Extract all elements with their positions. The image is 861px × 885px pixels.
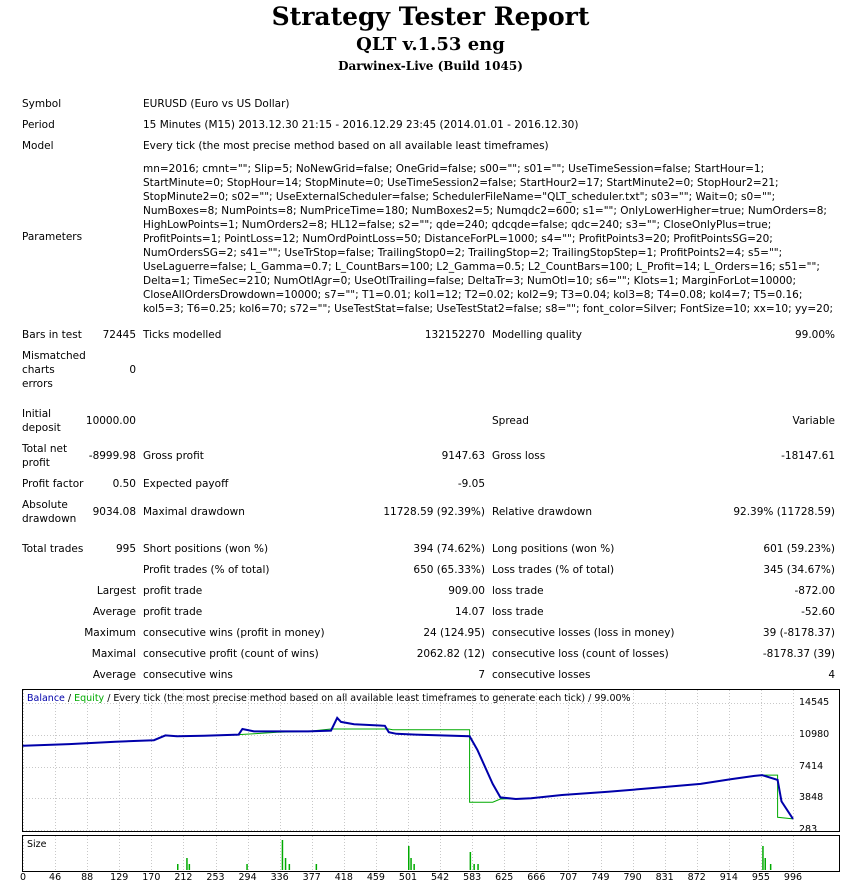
parameters-label: Parameters xyxy=(22,231,83,243)
long-label: Long positions (won %) xyxy=(492,543,615,555)
symbol-value: EURUSD (Euro vs US Dollar) xyxy=(143,98,290,110)
mismatch-label-1: Mismatched xyxy=(22,350,86,362)
balance-equity-chart xyxy=(22,689,840,835)
x-tick-label: 0 xyxy=(19,872,27,883)
payoff-value: -9.05 xyxy=(457,478,485,490)
x-tick-label: 253 xyxy=(206,872,225,883)
size-bar xyxy=(410,858,412,870)
legend-description: / Every tick (the most precise method based on all available least timeframes to generate each tick) / 99.00% xyxy=(104,693,631,704)
netprofit-label-1: Total net xyxy=(22,443,68,455)
y-tick-label: 3848 xyxy=(799,791,824,803)
acl-value: 4 xyxy=(828,669,835,681)
x-tick-label: 583 xyxy=(463,872,482,883)
size-bar xyxy=(189,864,191,870)
ptrades-label: Profit trades (% of total) xyxy=(143,564,270,576)
mcp-value: 2062.82 (12) xyxy=(416,648,485,660)
reldd-value: 92.39% (11728.59) xyxy=(733,506,835,518)
mismatch-label-3: errors xyxy=(22,378,53,390)
x-tick-label: 914 xyxy=(719,872,738,883)
absdd-label-1: Absolute xyxy=(22,499,68,511)
x-tick-label: 872 xyxy=(687,872,706,883)
y-tick-label: 7414 xyxy=(799,760,824,772)
size-bar xyxy=(408,846,410,870)
short-label: Short positions (won %) xyxy=(143,543,269,555)
x-tick-label: 749 xyxy=(591,872,610,883)
mclc-label: consecutive loss (count of losses) xyxy=(492,648,669,660)
report-title: Strategy Tester Report xyxy=(271,2,590,31)
size-bar xyxy=(177,864,179,870)
al-label: loss trade xyxy=(492,606,544,618)
mcl-value: 39 (-8178.37) xyxy=(762,627,835,639)
size-bar xyxy=(477,864,479,870)
maximal-label: Maximal xyxy=(91,648,136,660)
grossprofit-label: Gross profit xyxy=(143,450,204,462)
grossloss-value: -18147.61 xyxy=(781,450,835,462)
quality-value: 99.00% xyxy=(794,329,835,341)
size-bar xyxy=(186,858,188,870)
legend-balance: Balance xyxy=(27,693,65,704)
size-bar xyxy=(765,858,767,870)
mcw-value: 24 (124.95) xyxy=(423,627,485,639)
acw-label: consecutive wins xyxy=(143,669,233,681)
x-tick-label: 170 xyxy=(142,872,161,883)
size-bar xyxy=(289,864,291,870)
size-bar xyxy=(413,864,415,870)
ll-value: -872.00 xyxy=(794,585,835,597)
period-value: 15 Minutes (M15) 2013.12.30 21:15 - 2016.12.29 23:45 (2014.01.01 - 2016.12.30) xyxy=(143,119,579,131)
symbol-label: Symbol xyxy=(22,98,62,110)
x-tick-label: 666 xyxy=(527,872,546,883)
x-tick-label: 418 xyxy=(334,872,353,883)
mclc-value: -8178.37 (39) xyxy=(762,648,835,660)
ptrades-value: 650 (65.33%) xyxy=(413,564,485,576)
x-tick-label: 501 xyxy=(398,872,418,883)
size-bar xyxy=(285,858,287,870)
deposit-value: 10000.00 xyxy=(85,415,136,427)
size-chart xyxy=(22,835,840,872)
spread-value: Variable xyxy=(792,415,835,427)
size-bar xyxy=(470,852,472,870)
y-tick-label: 14545 xyxy=(799,696,830,708)
netprofit-value: -8999.98 xyxy=(88,450,136,462)
payoff-label: Expected payoff xyxy=(143,478,229,490)
size-bar xyxy=(473,864,475,870)
acl-label: consecutive losses xyxy=(492,669,591,681)
absdd-label-2: drawdown xyxy=(22,513,77,525)
parameters-value: mn=2016; cmnt=""; Slip=5; NoNewGrid=false; OneGrid=false; s00=""; s01=""; UseTimeSession=false; StartHour=1; StartMinute=0; StopHour=14; StopMinute=0; UseTimeSession2=false; StartHour2=17; StartMinute2=0; StopHour2=21; StopMinute2=0; s02=""; UseExternalScheduler=false; SchedulerFileName="QLT_scheduler.txt"; s03=""; Wait=0; s0=""; NumBoxes=8; NumPoints=8; NumPriceTime=180; NumBoxes2=5; Numqdc2=600; s1=""; OnlyLowerHigher=true; NumOrders=8; HighLowPoints=1; NumOrders2=8; HL12=false; s2=""; qde=240; qdcqde=false; qdc=240; s3=""; CloseOnlyPlus=true; ProfitPoints=1; PointLoss=12; NumOrdPointLoss=50; DistanceForPL=1000; s4=""; ProfitPoints3=20; ProfitPointsSG=20; NumOrdersSG=2; s41=""; UseTrStop=false; TrailingStop0=2; TrailingStop=2; TrailingStopStep=1; ProfitPoints2=4; s5=""; UseLaguerre=false; L_Gamma=0.7; L_CountBars=100; L2_Gamma=0.5; L2_CountBars=100; L_Profit=14; L_Orders=16; s51=""; Delta=1; TimeSec=210; NumOtlAgr=0; UseOtlTrailing=false; DeltaTr=3; NumOtl=10; s6=""; Klots=1; MarginForLot=10000; CloseAllOrdersDrowdown=10000; s7=""; T1=0.01; kol1=12; T2=0.02; kol2=9; T3=0.04; kol3=8; T4=0.08; kol4=7; T5=0.16; kol5=3; T6=0.25; kol6=70; s72=""; UseTestStat=false; UseTestStat2=false; s8=""; font_color=Silver; FontSize=10; xx=10; yy=20; xyxy=(143,163,834,315)
trades-value: 995 xyxy=(115,543,136,555)
size-plot xyxy=(23,836,839,871)
bars-label: Bars in test xyxy=(22,329,82,341)
legend-separator: / xyxy=(64,693,75,704)
mismatch-label-2: charts xyxy=(22,364,55,376)
x-tick-label: 377 xyxy=(302,872,321,883)
ticks-label: Ticks modelled xyxy=(143,329,222,341)
ap-value: 14.07 xyxy=(454,606,485,618)
period-label: Period xyxy=(22,119,55,131)
mcp-label: consecutive profit (count of wins) xyxy=(143,648,319,660)
mcw-label: consecutive wins (profit in money) xyxy=(143,627,325,639)
model-label: Model xyxy=(22,140,54,152)
bars-value: 72445 xyxy=(102,329,136,341)
x-tick-label: 129 xyxy=(110,872,129,883)
legend-equity: Equity xyxy=(74,693,105,704)
size-bar xyxy=(282,840,284,870)
x-tick-label: 790 xyxy=(623,872,642,883)
quality-label: Modelling quality xyxy=(492,329,582,341)
chart-plot xyxy=(23,690,839,831)
short-value: 394 (74.62%) xyxy=(413,543,485,555)
size-bar xyxy=(770,864,772,870)
largest-label: Largest xyxy=(96,585,136,597)
x-tick-label: 955 xyxy=(751,872,770,883)
trades-label: Total trades xyxy=(22,543,84,555)
al-value: -52.60 xyxy=(801,606,835,618)
maxdd-value: 11728.59 (92.39%) xyxy=(383,506,485,518)
x-tick-label: 336 xyxy=(270,872,289,883)
x-tick-label: 625 xyxy=(495,872,514,883)
x-tick-label: 46 xyxy=(49,872,62,883)
x-tick-label: 542 xyxy=(431,872,450,883)
size-bar xyxy=(316,864,318,870)
lp-label: profit trade xyxy=(143,585,203,597)
equity-series-line xyxy=(23,729,793,819)
netprofit-label-2: profit xyxy=(22,457,50,469)
x-tick-label: 88 xyxy=(81,872,94,883)
deposit-label-2: deposit xyxy=(22,422,61,434)
mismatch-value: 0 xyxy=(129,364,136,376)
lp-value: 909.00 xyxy=(448,585,485,597)
pf-label: Profit factor xyxy=(22,478,84,490)
x-tick-label: 831 xyxy=(655,872,674,883)
long-value: 601 (59.23%) xyxy=(763,543,835,555)
x-tick-label: 459 xyxy=(366,872,385,883)
spread-label: Spread xyxy=(492,415,529,427)
grossprofit-value: 9147.63 xyxy=(441,450,485,462)
report-subtitle: QLT v.1.53 eng xyxy=(356,34,505,55)
ltrades-label: Loss trades (% of total) xyxy=(492,564,615,576)
x-tick-label: 212 xyxy=(174,872,193,883)
ticks-value: 132152270 xyxy=(424,329,485,341)
size-label: Size xyxy=(27,839,47,850)
acw-value: 7 xyxy=(478,669,485,681)
ltrades-value: 345 (34.67%) xyxy=(763,564,835,576)
pf-value: 0.50 xyxy=(112,478,136,490)
x-tick-label: 707 xyxy=(559,872,578,883)
absdd-value: 9034.08 xyxy=(92,506,136,518)
chart-legend xyxy=(27,693,631,704)
mcl-label: consecutive losses (loss in money) xyxy=(492,627,675,639)
size-bar xyxy=(762,846,764,870)
average-label: Average xyxy=(92,606,136,618)
model-value: Every tick (the most precise method based on all available least timeframes) xyxy=(143,140,549,152)
average2-label: Average xyxy=(92,669,136,681)
ll-label: loss trade xyxy=(492,585,544,597)
maximum-label: Maximum xyxy=(84,627,136,639)
report-build: Darwinex-Live (Build 1045) xyxy=(338,59,523,73)
maxdd-label: Maximal drawdown xyxy=(143,506,245,518)
reldd-label: Relative drawdown xyxy=(492,506,593,518)
ap-label: profit trade xyxy=(143,606,203,618)
size-bar xyxy=(246,864,248,870)
x-tick-label: 294 xyxy=(238,872,257,883)
y-tick-label: 283 xyxy=(799,823,818,835)
x-tick-label: 996 xyxy=(783,872,803,883)
y-tick-label: 10980 xyxy=(799,728,830,740)
grossloss-label: Gross loss xyxy=(492,450,546,462)
deposit-label-1: Initial xyxy=(22,408,52,420)
